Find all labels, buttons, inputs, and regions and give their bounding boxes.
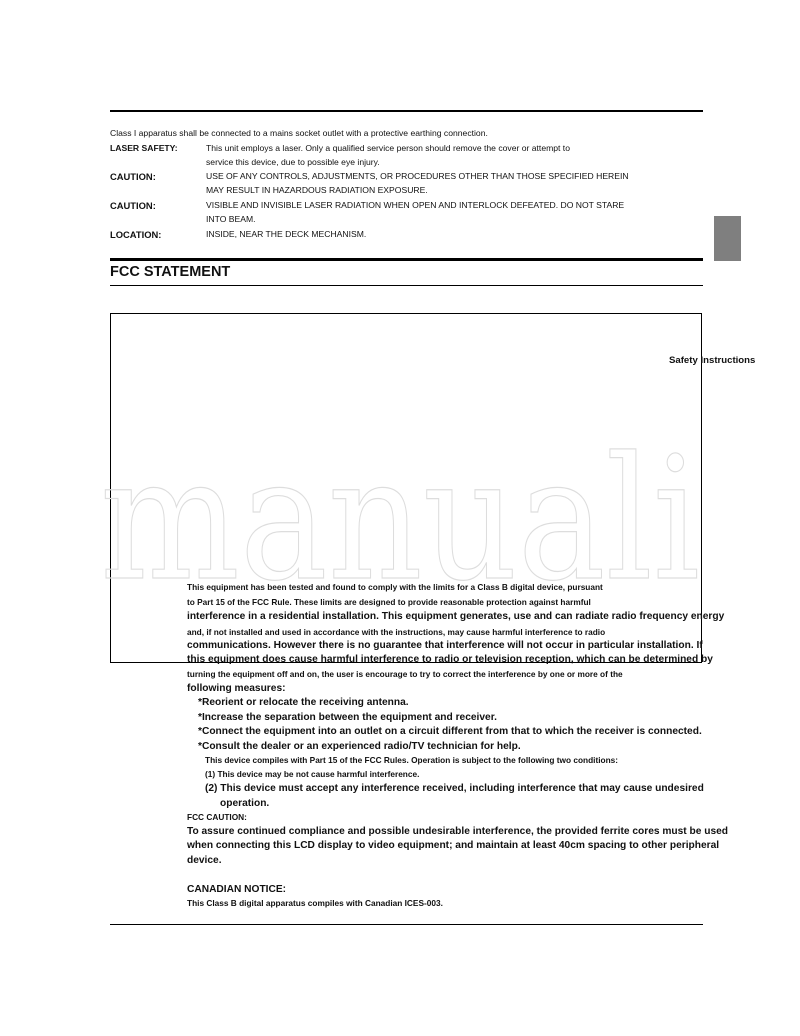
fcc-caution-1: To assure continued compliance and possible undesirable interference, the provided ferrite cores must be used xyxy=(187,826,729,837)
measure-4: *Consult the dealer or an experienced radio/TV technician for help. xyxy=(198,741,521,752)
measure-2: *Increase the separation between the equipment and receiver. xyxy=(198,712,497,723)
caution2-line2: INTO BEAM. xyxy=(206,214,256,224)
section-rule-bottom xyxy=(110,285,703,286)
measure-1: *Reorient or relocate the receiving antenna. xyxy=(198,697,409,708)
caution1-line1: USE OF ANY CONTROLS, ADJUSTMENTS, OR PROCEDURES OTHER THAN THOSE SPECIFIED HEREIN xyxy=(206,171,629,181)
measure-3: *Connect the equipment into an outlet on a circuit different from that to which the receiver is connected. xyxy=(198,726,702,737)
section-rule-top xyxy=(110,258,703,261)
condition-1: (1) This device may be not cause harmful interference. xyxy=(205,769,420,779)
watermark-text: manuali xyxy=(100,440,700,590)
laser-safety-line2: service this device, due to possible eye injury. xyxy=(206,157,380,167)
condition-2a: (2) This device must accept any interference received, including interference that may cause undesired xyxy=(205,783,704,794)
fcc-line-6: this equipment does cause harmful interference to radio or television reception, which can be determined by xyxy=(187,654,713,665)
condition-intro: This device compiles with Part 15 of the FCC Rules. Operation is subject to the following two conditions: xyxy=(205,755,619,765)
location-label: LOCATION: xyxy=(110,229,162,240)
fcc-line-8: following measures: xyxy=(187,683,286,694)
fcc-line-2: to Part 15 of the FCC Rule. These limits are designed to provide reasonable protection against harmful xyxy=(187,597,591,607)
laser-safety-line1: This unit employs a laser. Only a qualified service person should remove the cover or attempt to xyxy=(206,143,570,153)
fcc-caution-label: FCC CAUTION: xyxy=(187,812,247,822)
canadian-notice-text: This Class B digital apparatus compiles with Canadian ICES-003. xyxy=(187,898,443,908)
fcc-caution-2: when connecting this LCD display to video equipment; and maintain at least 40cm spacing to other peripheral xyxy=(187,840,720,851)
fcc-line-7: turning the equipment off and on, the user is encourage to try to correct the interference by one or more of the xyxy=(187,669,623,679)
section-tab-marker xyxy=(714,216,741,261)
fcc-line-4: and, if not installed and used in accordance with the instructions, may cause harmful interference to radio xyxy=(187,627,606,637)
caution1-line2: MAY RESULT IN HAZARDOUS RADIATION EXPOSURE. xyxy=(206,185,428,195)
laser-safety-label: LASER SAFETY: xyxy=(110,143,178,153)
fcc-line-3: interference in a residential installation. This equipment generates, use and can radiate radio frequency energy xyxy=(187,611,725,622)
top-rule xyxy=(110,110,703,112)
canadian-notice-label: CANADIAN NOTICE: xyxy=(187,884,287,895)
section-title: FCC STATEMENT xyxy=(110,264,231,280)
bottom-rule xyxy=(110,924,703,925)
fcc-caution-3: device. xyxy=(187,855,222,866)
condition-2b: operation. xyxy=(220,798,270,809)
fcc-line-1: This equipment has been tested and found to comply with the limits for a Class B digital device, pursuant xyxy=(187,582,603,592)
caution2-line1: VISIBLE AND INVISIBLE LASER RADIATION WHEN OPEN AND INTERLOCK DEFEATED. DO NOT STARE xyxy=(206,200,625,210)
fcc-line-5: communications. However there is no guarantee that interference will not occur in particular installation. If xyxy=(187,640,703,651)
location-text: INSIDE, NEAR THE DECK MECHANISM. xyxy=(206,229,367,239)
caution1-label: CAUTION: xyxy=(110,171,156,182)
watermark xyxy=(100,440,700,590)
side-tab-label: Safety Instructions xyxy=(669,355,756,366)
caution2-label: CAUTION: xyxy=(110,200,156,211)
class-note: Class I apparatus shall be connected to a mains socket outlet with a protective earthing connection. xyxy=(110,128,488,138)
